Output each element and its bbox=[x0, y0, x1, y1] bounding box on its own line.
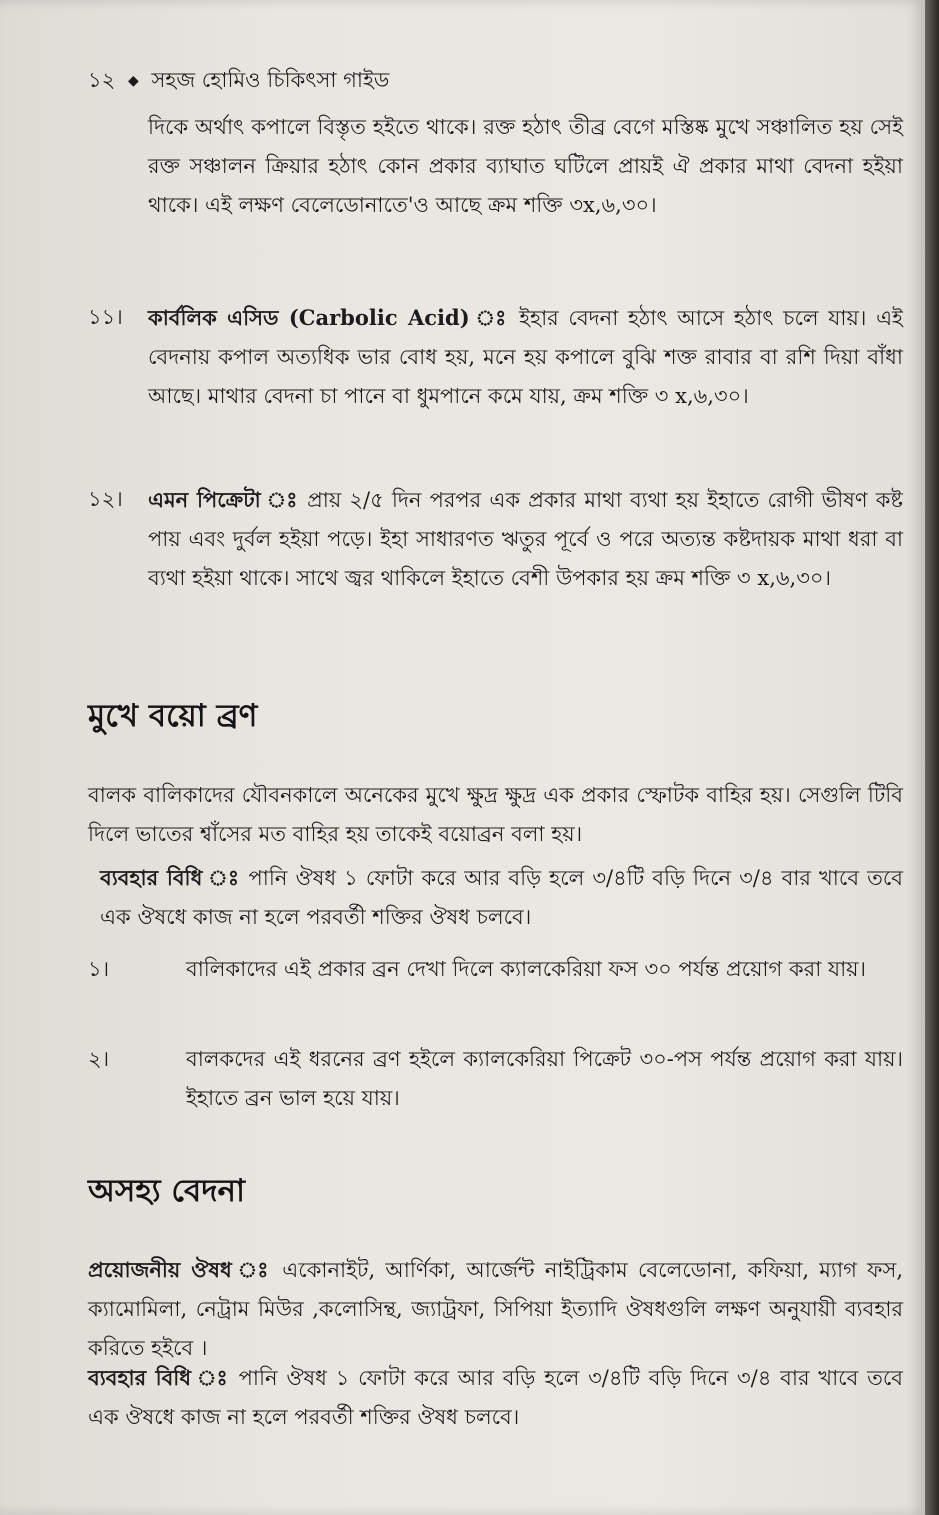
remedy-text: প্রায় ২/৫ দিন পরপর এক প্রকার মাথা ব্যথা হয় ইহাতে রোগী ভীষণ কষ্ট পায় এবং দুর্বল হইয়া পড়ে। ইহা সাধারণত ঋতুর পূর্বে ও পরে অত্যন্ত কষ্টদায়ক মাথা ধরা বা ব্যথা হইয়া থাকে। সাথে জ্বর থাকিলে ইহাতে বেশী উপকার হয় ক্রম শক্তি ৩ x,৬,৩০। bbox=[148, 488, 903, 590]
medicines-label: প্রয়োজনীয় ঔষধ ঃ bbox=[88, 1257, 273, 1282]
remedy-number: ১২। bbox=[88, 487, 123, 511]
intro-paragraph: দিকে অর্থাৎ কপালে বিস্তৃত হইতে থাকে। রক্ত হঠাৎ তীব্র বেগে মস্তিষ্ক মুখে সঞ্চালিত হয় সেই রক্ত সঞ্চালন ক্রিয়ার হঠাৎ কোন প্রকার ব্যাঘাত ঘটিলে প্রায়ই ঐ প্রকার মাথা বেদনা হইয়া থাকে। এই লক্ষণ বেলেডোনাতে'ও আছে ক্রম শক্তি ৩x,৬,৩০। bbox=[148, 115, 903, 217]
acne-usage bbox=[100, 858, 903, 937]
usage-label: ব্যবহার বিধি ঃ bbox=[100, 865, 241, 890]
acne-description: বালক বালিকাদের যৌবনকালে অনেকের মুখে ক্ষুদ্র ক্ষুদ্র এক প্রকার স্ফোটক বাহির হয়। সেগুলি টিবি দিলে ভাতের শ্বাঁসের মত বাহির হয় তাকেই বয়োব্রন বলা হয়। bbox=[88, 783, 903, 846]
ornament-icon: ◆ bbox=[127, 73, 139, 89]
remedy-name: এমন পিক্রেটা ঃ bbox=[148, 487, 299, 512]
remedy-text: ইহার বেদনা হঠাৎ আসে হঠাৎ চলে যায়। এই বেদনায় কপাল অত্যধিক ভার বোধ হয়, মনে হয় কপালে বুঝি শক্ত রাবার বা রশি দিয়া বাঁধা আছে। মাথার বেদনা চা পানে বা ধুমপানে কমে যায়, ক্রম শক্তি ৩ x,৬,৩০। bbox=[148, 306, 903, 408]
acne-list-item bbox=[88, 950, 903, 989]
page-number: ১২ bbox=[88, 68, 116, 92]
usage-text: পানি ঔষধ ১ ফোটা করে আর বড়ি হলে ৩/৪টি বড়ি দিনে ৩/৪ বার খাবে তবে এক ঔষধে কাজ না হলে পরবর্তী শক্তির ঔষধ চলবে। bbox=[88, 1366, 903, 1429]
usage-label: ব্যবহার বিধি ঃ bbox=[88, 1365, 230, 1390]
list-number: ১। bbox=[88, 957, 110, 981]
book-title: সহজ হোমিও চিকিৎসা গাইড bbox=[151, 68, 390, 92]
remedy-item bbox=[88, 298, 903, 416]
usage-text: পানি ঔষধ ১ ফোটা করে আর বড়ি হলে ৩/৪টি বড়ি দিনে ৩/৪ বার খাবে তবে এক ঔষধে কাজ না হলে পরবর্তী শক্তির ঔষধ চলবে। bbox=[100, 866, 903, 929]
list-text: বালিকাদের এই প্রকার ব্রন দেখা দিলে ক্যালকেরিয়া ফস ৩০ পর্যন্ত প্রয়োগ করা যায়। bbox=[186, 957, 867, 981]
medicines-text: একোনাইট, আর্ণিকা, আর্জেন্ট নাইট্রিকাম বেলেডোনা, কফিয়া, ম্যাগ ফস, ক্যামোমিলা, নেট্রাম মিউর ,কলোসিন্থ, জ্যাট্রফা, সিপিয়া ইত্যাদি ঔষধগুলি লক্ষণ অনুযায়ী ব্যবহার করিতে হইবে । bbox=[88, 1258, 904, 1360]
list-number: ২। bbox=[88, 1047, 110, 1071]
section-heading-acne: মুখে বয়ো ব্রণ bbox=[88, 698, 258, 734]
book-spine-edge bbox=[925, 0, 939, 1515]
pain-medicines bbox=[88, 1250, 903, 1368]
section-heading-pain: অসহ্য বেদনা bbox=[88, 1173, 246, 1209]
pain-usage bbox=[88, 1358, 903, 1437]
remedy-name: কার্বলিক এসিড (Carbolic Acid) ঃ bbox=[148, 305, 510, 330]
page-header bbox=[88, 62, 389, 99]
remedy-number: ১১। bbox=[88, 305, 123, 329]
acne-list-item bbox=[88, 1040, 903, 1118]
list-text: বালকদের এই ধরনের ব্রণ হইলে ক্যালকেরিয়া পিক্রেট ৩০-পস পর্যন্ত প্রয়োগ করা যায়। ইহাতে ব্রন ভাল হয়ে যায়। bbox=[186, 1047, 903, 1110]
remedy-item bbox=[88, 480, 903, 598]
